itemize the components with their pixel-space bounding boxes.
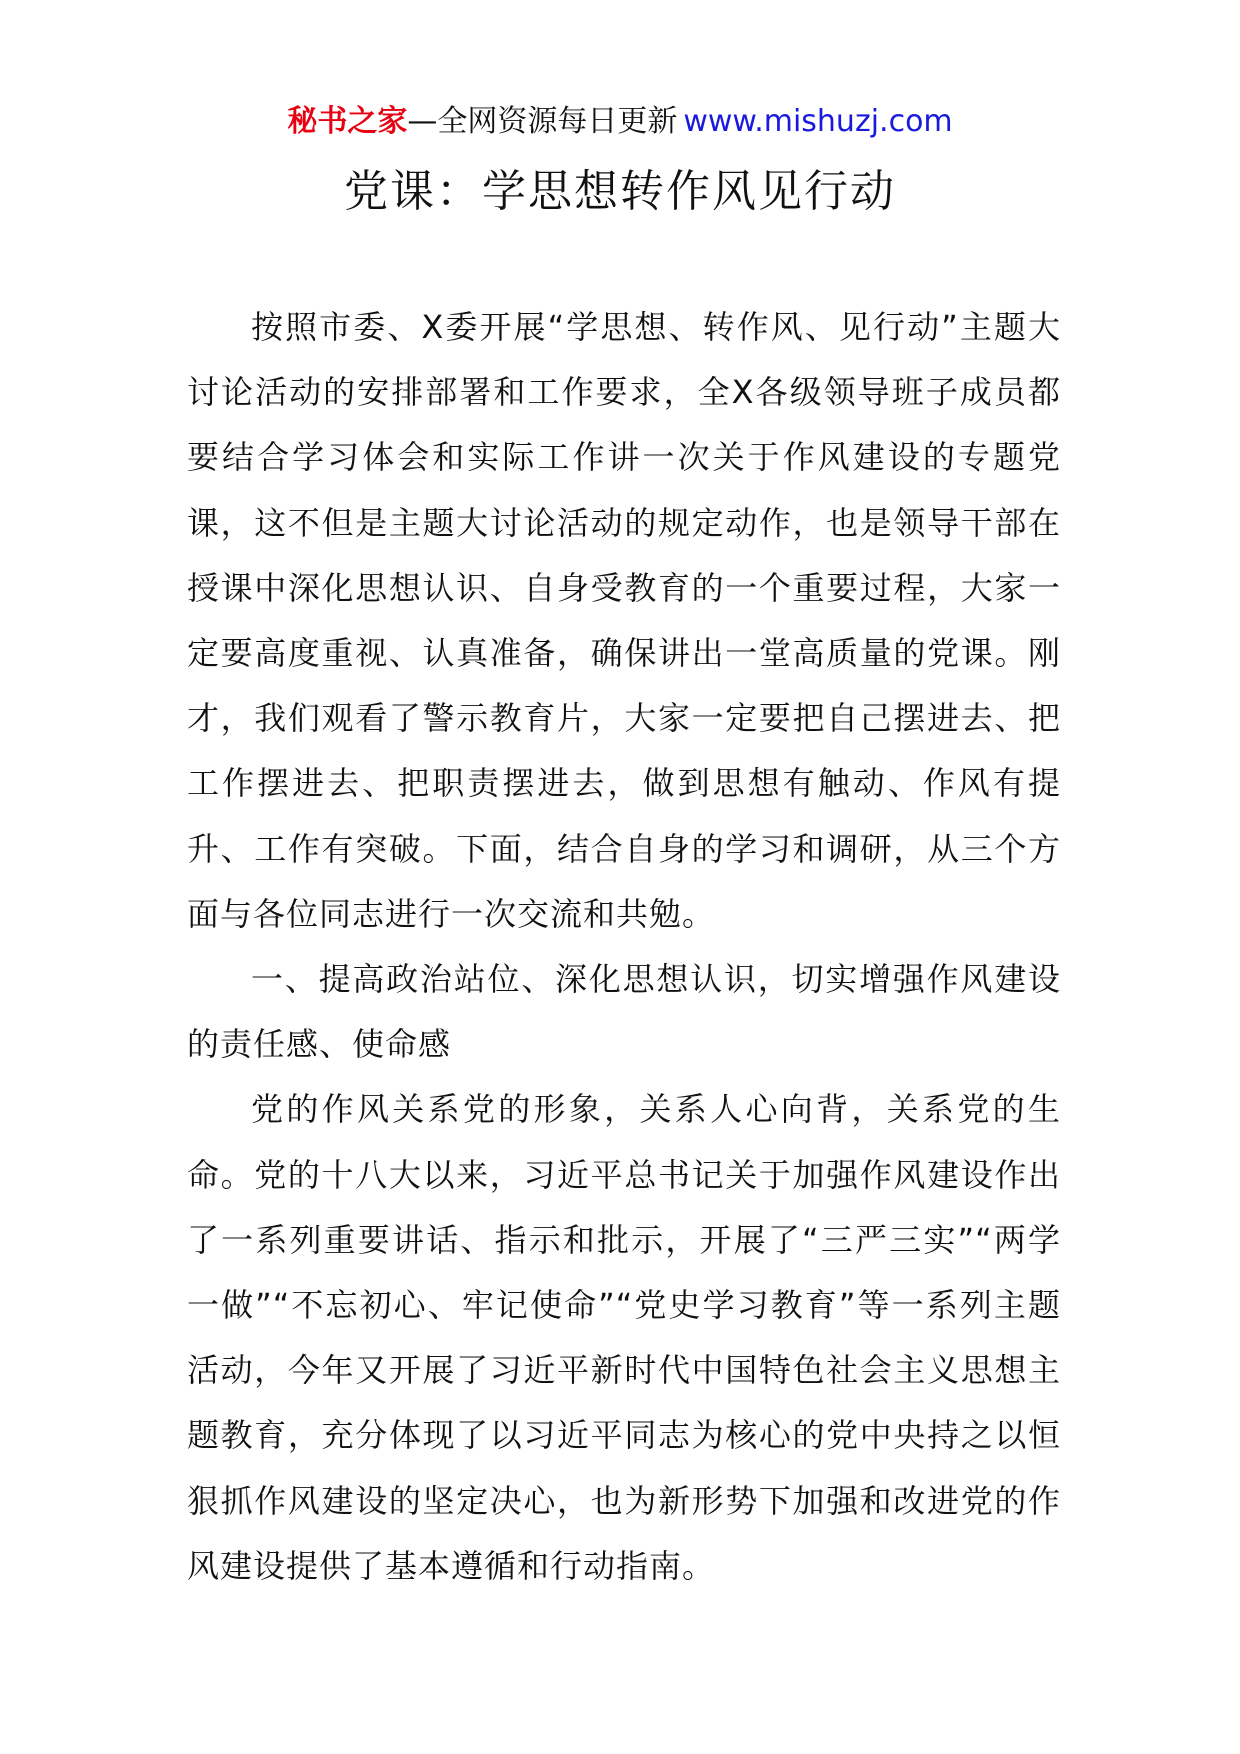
document-body [187, 295, 1061, 1599]
site-url-link[interactable]: www.mishuzj.com [683, 104, 953, 139]
document-title: 党课：学思想转作风见行动 [344, 166, 896, 217]
brand-name: 秘书之家 [287, 104, 408, 139]
site-header [0, 100, 1240, 144]
intro-paragraph: 按照市委、X委开展“学思想、转作风、见行动”主题大讨论活动的安排部署和工作要求，全X各级领导班子成员都要结合学习体会和实际工作讲一次关于作风建设的专题党课，这不但是主题大讨论活动的规定动作，也是领导干部在授课中深化思想认识、自身受教育的一个重要过程，大家一定要高度重视、认真准备，确保讲出一堂高质量的党课。刚才，我们观看了警示教育片，大家一定要把自己摆进去、把工作摆进去、把职责摆进去，做到思想有触动、作风有提升、工作有突破。下面，结合自身的学习和调研，从三个方面与各位同志进行一次交流和共勉。 [187, 308, 1061, 933]
header-tagline: —全网资源每日更新 [407, 104, 678, 139]
section-heading-1: 一、提高政治站位、深化思想认识，切实增强作风建设的责任感、使命感 [187, 960, 1061, 1064]
body-paragraph: 党的作风关系党的形象，关系人心向背，关系党的生命。党的十八大以来，习近平总书记关于加强作风建设作出了一系列重要讲话、指示和批示，开展了“三严三实”“两学一做”“不忘初心、牢记使命”“党史学习教育”等一系列主题活动，今年又开展了习近平新时代中国特色社会主义思想主题教育，充分体现了以习近平同志为核心的党中央持之以恒狠抓作风建设的坚定决心，也为新形势下加强和改进党的作风建设提供了基本遵循和行动指南。 [187, 1090, 1061, 1585]
